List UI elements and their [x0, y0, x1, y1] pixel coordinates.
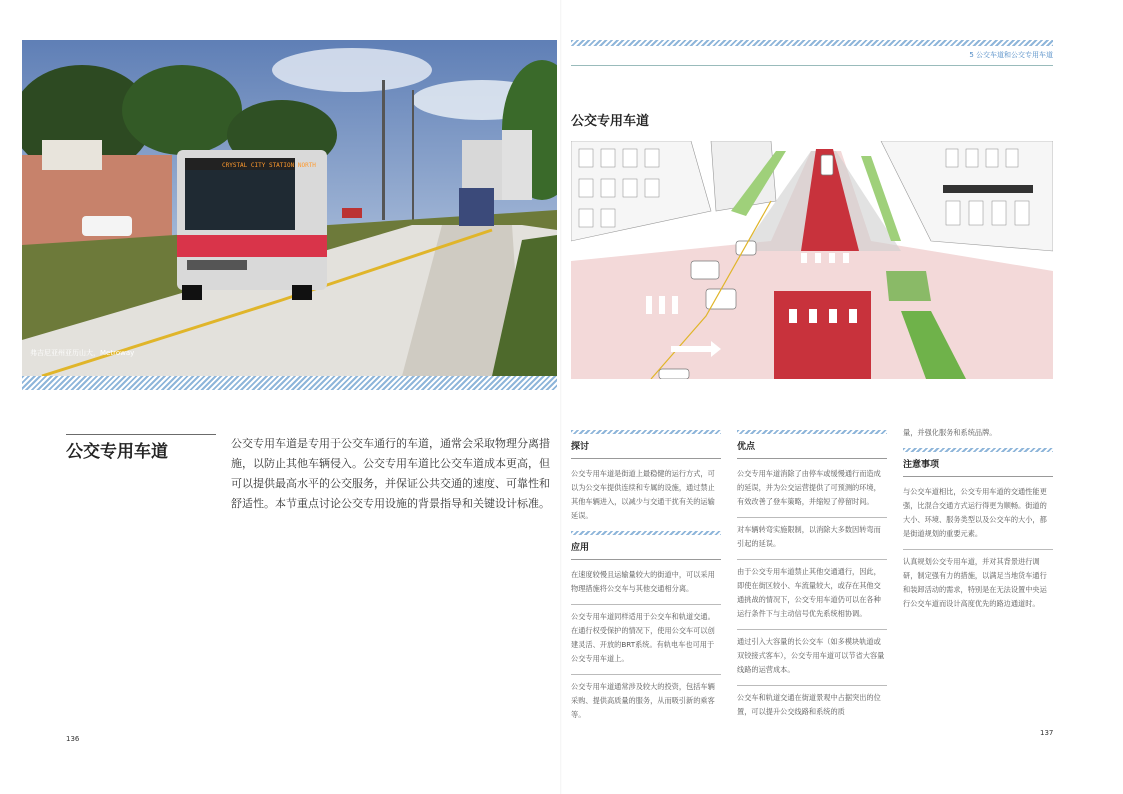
heading-rule: [737, 458, 887, 459]
paragraph: 在速度较慢且运输量较大的街道中，可以采用物理措施将公交车与其他交通相分离。: [571, 570, 715, 593]
paragraph: 公交专用车道消除了由停车或缓慢通行而造成的延误，并为公交运营提供了可预测的环境，有效改善了登车策略，并缩短了停留时间。: [737, 469, 881, 506]
photo-stripe-band: [22, 376, 557, 390]
paragraph: 对车辆转弯实施限制，以消除大多数因转弯而引起的延误。: [737, 517, 887, 551]
header-rule: [571, 65, 1053, 66]
heading-notes: 注意事项: [903, 460, 940, 470]
title-rule: [66, 434, 216, 435]
paragraph: 公交车和轨道交通在街道景观中占据突出的位置，可以提升公交线路和系统的质: [737, 685, 887, 719]
paragraph: 认真规划公交专用车道，并对其背景进行调研，制定强有力的措施，以满足当地货车通行和装卸活动的需求，特别是在无法设置中央运行公交车道而设计高度优先的路边通道时。: [903, 549, 1053, 611]
paragraph: 公交专用车道是街道上最稳健的运行方式，可以为公交车提供连续和专属的设施，通过禁止其他车辆进入，以减少与交通干扰有关的运输延误。: [571, 469, 715, 520]
page-number-left: 136: [66, 735, 80, 743]
intro-paragraph: 公交专用车道是专用于公交车通行的车道，通常会采取物理分离措施，以防止其他车辆侵入。公交专用车道比公交车道成本更高，但可以提供最高水平的公交服务，并保证公共交通的速度、可靠性和舒适性。本节重点讨论公交专用设施的背景指导和关键设计标准。: [231, 437, 550, 510]
heading-stripe: [571, 531, 721, 535]
heading-advantages: 优点: [737, 442, 756, 452]
heading-rule: [571, 559, 721, 560]
paragraph: 与公交车道相比，公交专用车道的交通性能更强，比混合交通方式运行得更为顺畅。街道的大小、环境、服务类型以及公交车的大小，都是街道规划的重要元素。: [903, 487, 1047, 538]
heading-application: 应用: [571, 543, 590, 553]
paragraph: 通过引入大容量的长公交车（如多模块轨道或双铰接式客车），公交专用车道可以节省大容量线路的运营成本。: [737, 629, 887, 677]
paragraph: 量，并强化服务和系统品牌。: [903, 428, 997, 437]
heading-rule: [903, 476, 1053, 477]
column-discussion: [571, 430, 721, 730]
bus-photo: [22, 40, 557, 376]
column-notes: [903, 426, 1053, 619]
spread-fold: [560, 0, 562, 794]
heading-stripe: [571, 430, 721, 434]
column-advantages: [737, 430, 887, 727]
left-page: [0, 0, 561, 794]
paragraph: 由于公交专用车道禁止其他交通通行，因此，即使在街区较小、车流量较大，或存在其他交通挑战的情况下，公交专用车道仍可以在各种运行条件下与主动信号优先系统相协调。: [737, 559, 887, 621]
street-illustration: [571, 141, 1053, 379]
heading-stripe: [737, 430, 887, 434]
header-stripe: [571, 40, 1053, 46]
section-title: 公交专用车道: [66, 442, 168, 462]
paragraph: 公交专用车道同样适用于公交车和轨道交通。在通行权受保护的情况下，使用公交车可以创建灵活、开放的BRT系统。有轨电车也可用于公交专用车道上。: [571, 604, 721, 666]
heading-discussion: 探讨: [571, 442, 590, 452]
running-header: 5 公交车道和公交专用车道: [969, 51, 1053, 59]
page-number-right: 137: [1040, 729, 1054, 737]
photo-caption: 弗吉尼亚州亚历山大，Metroway: [30, 349, 135, 357]
heading-rule: [571, 458, 721, 459]
bus-destination-sign: CRYSTAL CITY STATION NORTH: [222, 162, 316, 169]
paragraph: 公交专用车道通常涉及较大的投资，包括车辆采购、提供高质量的服务，从而吸引新的乘客等。: [571, 674, 721, 722]
page-title: 公交专用车道: [571, 114, 650, 129]
heading-stripe: [903, 448, 1053, 452]
